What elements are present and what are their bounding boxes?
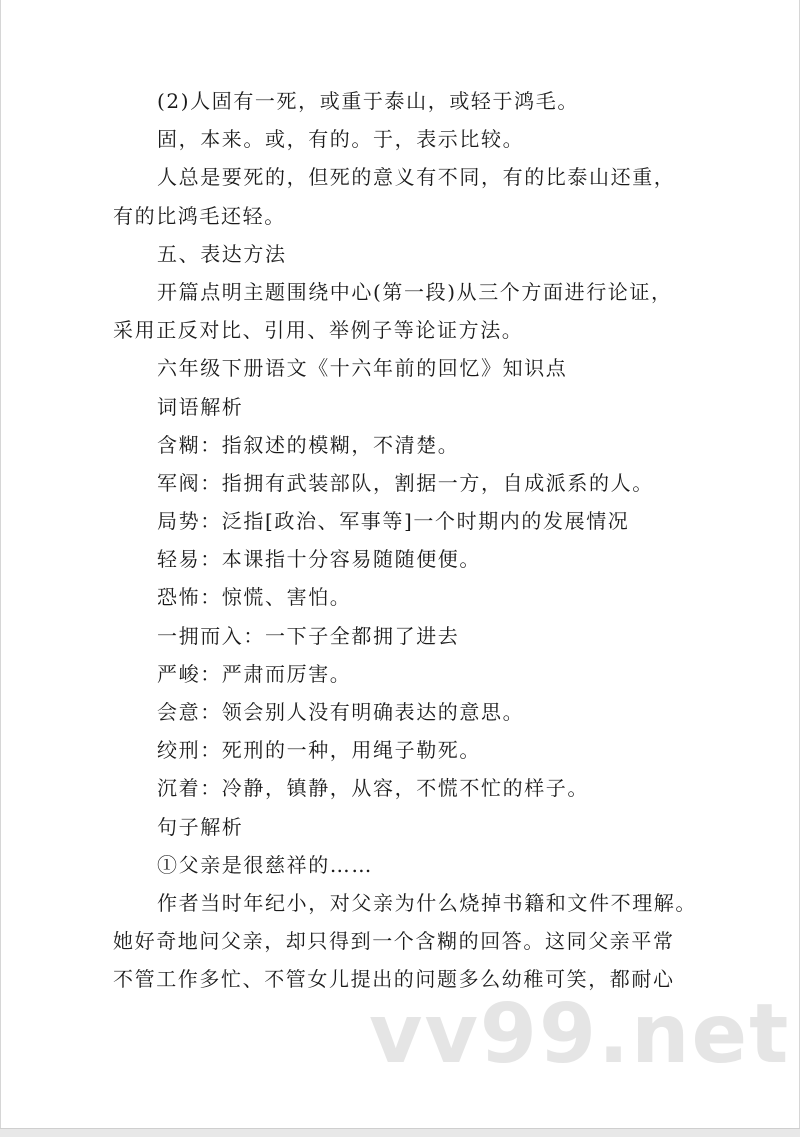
text-line: 词语解析 [157,394,244,419]
text-line: 沉着：冷静，镇静，从容，不慌不忙的样子。 [157,776,589,801]
text-line: 会意：领会别人没有明确表达的意思。 [157,700,525,724]
text-line: 开篇点明主题围绕中心(第一段)从三个方面进行论证， [157,279,673,304]
text-line: 人总是要死的，但死的意义有不同，有的比泰山还重， [157,165,676,190]
watermark: vv99.net [369,987,791,1082]
text-line: 不管工作多忙、不管女儿提出的问题多么幼稚可笑，都耐心 [113,967,675,992]
page-bottom-edge [0,1128,800,1137]
text-line: 五、表达方法 [157,241,287,266]
text-line: 固，本来。或，有的。于，表示比较。 [157,127,525,152]
text-line: 一拥而入：一下子全都拥了进去 [157,623,460,648]
document-body [113,82,703,999]
text-line: 轻易：本课指十分容易随随便便。 [157,547,481,572]
text-line: 作者当时年纪小，对父亲为什么烧掉书籍和文件不理解。 [157,890,697,915]
text-line: 句子解析 [157,814,244,839]
text-line: 恐怖：惊慌、害怕。 [157,585,352,610]
text-line: 含糊：指叙述的模糊，不清楚。 [157,432,460,457]
text-line: 有的比鸿毛还轻。 [113,203,286,228]
text-line: ①父亲是很慈祥的…… [157,852,373,877]
text-line: (2)人固有一死，或重于泰山，或轻于鸿毛。 [157,89,579,113]
text-line: 六年级下册语文《十六年前的回忆》知识点 [157,356,568,381]
text-line: 军阀：指拥有武装部队，割据一方，自成派系的人。 [157,470,654,495]
text-line: 局势：泛指[政治、军事等]一个时期内的发展情况 [157,509,630,534]
text-line: 采用正反对比、引用、举例子等论证方法。 [113,318,524,343]
text-line: 绞刑：死刑的一种，用绳子勒死。 [157,738,481,763]
text-line: 她好奇地问父亲，却只得到一个含糊的回答。这同父亲平常 [113,929,675,954]
text-line: 严峻：严肃而厉害。 [157,661,352,686]
